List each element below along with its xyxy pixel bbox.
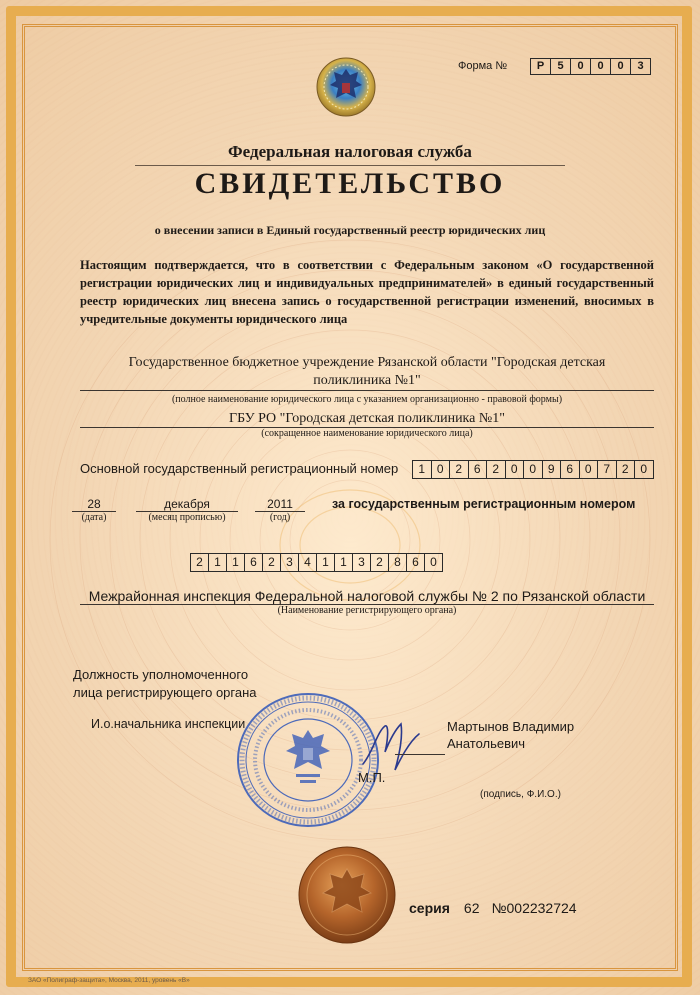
registration-number-label: за государственным регистрационным номером (332, 497, 636, 511)
eagle-emblem-icon (316, 55, 376, 119)
ogrn-digit: 0 (506, 461, 525, 478)
organization-full-name-line2: поликлиника №1" (313, 373, 421, 388)
signatory-position-line2: лица регистрирующего органа (73, 685, 257, 700)
certificate-series (409, 900, 577, 916)
registration-digit: 1 (209, 554, 227, 571)
signatory-position-line1: Должность уполномоченного (73, 667, 249, 682)
registration-digit: 1 (227, 554, 245, 571)
ogrn-digit: 7 (598, 461, 617, 478)
registration-digit: 1 (335, 554, 353, 571)
organization-full-name (80, 354, 654, 409)
ogrn-digit: 0 (432, 461, 451, 478)
date-year (255, 497, 305, 523)
organization-full-name-line1: Государственное бюджетное учреждение Рязанской области "Городская детская (128, 355, 606, 370)
confirmation-text: Настоящим подтверждается, что в соответствии с Федеральным законом «О государственной регистрации юридических лиц и индивидуальных предпринимателей» в единый государственный реестр юридических лиц внесена запись о государственной регистрации изменений, вносимых в учредительные документы юридического лица (80, 258, 654, 326)
date-month-value: декабря (164, 497, 210, 511)
document-title: СВИДЕТЕЛЬСТВО (194, 167, 506, 200)
form-number-cell: 0 (571, 59, 591, 74)
ogrn-digit: 2 (487, 461, 506, 478)
agency-underline (135, 165, 565, 166)
organization-short-name-value: ГБУ РО "Городская детская поликлиника №1" (229, 411, 505, 426)
form-number-cell: 5 (551, 59, 571, 74)
ogrn-digit: 1 (413, 461, 432, 478)
signatory-name-line2: Анатольевич (447, 736, 526, 751)
ogrn-digit: 0 (580, 461, 599, 478)
form-number-boxes (530, 58, 651, 75)
authority-caption: (Наименование регистрирующего органа) (277, 605, 457, 616)
signature-caption: (подпись, Ф.И.О.) (480, 789, 561, 800)
series-region: 62 (463, 900, 480, 916)
registration-digit: 2 (263, 554, 281, 571)
date-month-caption: (месяц прописью) (148, 512, 226, 523)
signatory-position (73, 666, 257, 702)
stamp-place-mark: М.П. (358, 770, 386, 785)
form-label: Форма № (458, 60, 508, 72)
registration-digit: 2 (191, 554, 209, 571)
date-day-caption: (дата) (81, 512, 107, 523)
ogrn-digit: 2 (450, 461, 469, 478)
ogrn-digit: 6 (469, 461, 488, 478)
ogrn-boxes (412, 460, 654, 479)
ogrn-digit: 0 (640, 462, 648, 476)
form-number-cell: 0 (611, 59, 631, 74)
date-year-value: 2011 (267, 497, 293, 511)
date-day (72, 497, 116, 523)
registration-digit: 2 (371, 554, 389, 571)
ogrn-digit: 9 (543, 461, 562, 478)
form-number-cell: 3 (637, 60, 644, 72)
registration-digit: 0 (430, 555, 437, 569)
registration-digit: 1 (317, 554, 335, 571)
registration-number-boxes (190, 553, 443, 572)
series-number: №002232724 (491, 900, 577, 916)
signatory-name-line1: Мартынов Владимир (447, 719, 575, 734)
registration-digit: 4 (299, 554, 317, 571)
copper-hologram-seal-icon (297, 845, 397, 945)
date-year-caption: (год) (269, 512, 291, 523)
registering-authority (80, 588, 654, 616)
document-subtitle: о внесении записи в Единый государственный реестр юридических лиц (154, 223, 546, 237)
signature-rule (395, 754, 445, 755)
registering-authority-name: Межрайонная инспекция Федеральной налоговой службы № 2 по Рязанской области (88, 588, 646, 604)
registration-digit: 6 (407, 554, 425, 571)
signatory-name (447, 718, 574, 752)
short-name-caption: (сокращенное наименование юридического лица) (261, 428, 473, 439)
ogrn-label: Основной государственный регистрационный номер (80, 461, 399, 476)
signatory-post: И.о.начальника инспекции (91, 717, 246, 731)
agency-name: Федеральная налоговая служба (228, 142, 472, 161)
printer-note: ЗАО «Полиграф-защита», Москва, 2011, уровень «В» (28, 977, 190, 984)
registration-digit: 8 (389, 554, 407, 571)
date-month (136, 497, 238, 523)
ogrn-digit: 2 (617, 461, 636, 478)
series-label: серия (409, 900, 450, 916)
form-number-cell: 0 (591, 59, 611, 74)
date-day-value: 28 (87, 497, 101, 511)
ogrn-digit: 6 (561, 461, 580, 478)
registration-digit: 3 (281, 554, 299, 571)
organization-short-name (80, 411, 654, 439)
ogrn-digit: 0 (524, 461, 543, 478)
registration-digit: 3 (353, 554, 371, 571)
full-name-caption: (полное наименование юридического лица с указанием организационно - правовой формы) (171, 394, 563, 405)
registration-digit: 6 (245, 554, 263, 571)
form-number-cell: Р (531, 59, 551, 74)
